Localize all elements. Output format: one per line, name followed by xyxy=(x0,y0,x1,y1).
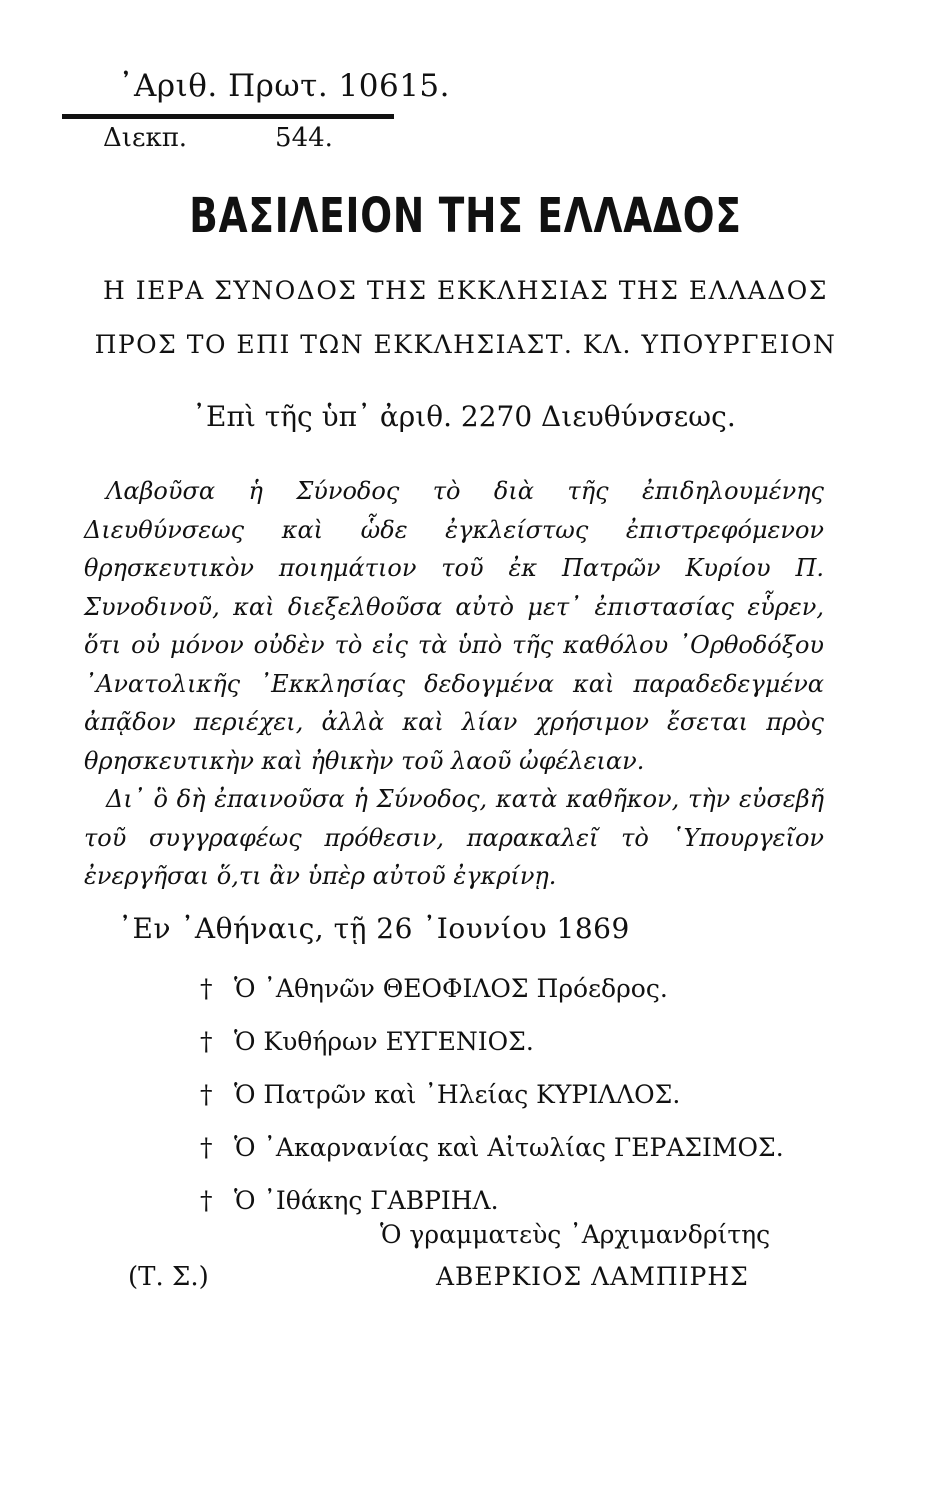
signatory-name: Ὁ ᾽Ιθάκης ΓΑΒΡΙΗΛ. xyxy=(234,1186,499,1215)
date-line: ᾽Εν ᾽Αθήναις, τῇ 26 ᾽Ιουνίου 1869 xyxy=(118,912,630,945)
reference-underline xyxy=(62,114,394,119)
signatory-name: Ὁ Κυθήρων ΕΥΓΕΝΙΟΣ. xyxy=(234,1027,534,1056)
signatory-row xyxy=(200,1068,784,1121)
signatory-name: Ὁ ᾽Ακαρνανίας καὶ Αἰτωλίας ΓΕΡΑΣΙΜΟΣ. xyxy=(234,1133,784,1162)
synod-heading: Η ΙΕΡΑ ΣΥΝΟΔΟΣ ΤΗΣ ΕΚΚΛΗΣΙΑΣ ΤΗΣ ΕΛΛΑΔΟΣ xyxy=(103,276,828,305)
signatory-row xyxy=(200,1015,784,1068)
dispatch-reference xyxy=(103,123,333,153)
cross-icon: † xyxy=(200,974,213,1003)
protocol-number: ᾽Αριθ. Πρωτ. 10615. xyxy=(118,68,451,104)
body-paragraph-1: Λαβοῦσα ἡ Σύνοδος τὸ διὰ τῆς ἐπιδηλουμένης Διευθύνσεως καὶ ὧδε ἐγκλείστως ἐπιστρεφόμενον θρησκευτικὸν ποιημάτιον τοῦ ἐκ Πατρῶν Κυρίου Π. Συνοδινοῦ, καὶ διεξελθοῦσα αὐτὸ μετ᾽ ἐπιστασίας εὗρεν, ὅτι οὐ μόνον οὐδὲν τὸ εἰς τὰ ὑπὸ τῆς καθόλου ᾽Ορθοδόξου ᾽Ανατολικῆς ᾽Εκκλησίας δεδογμένα καὶ παραδεδεγμένα ἀπᾷδον περιέχει, ἀλλὰ καὶ λίαν χρήσιμον ἔσεται πρὸς θρησκευτικὴν καὶ ἠθικὴν τοῦ λαοῦ ὠφέλειαν. xyxy=(84,477,824,775)
dispatch-label: Διεκπ. xyxy=(103,123,188,153)
signatory-name: Ὁ ᾽Αθηνῶν ΘΕΟΦΙΛΟΣ Πρόεδρος. xyxy=(234,974,668,1003)
cross-icon: † xyxy=(200,1186,213,1215)
seal-mark: (Τ. Σ.) xyxy=(128,1262,209,1292)
letter-body xyxy=(84,472,824,896)
secretary-title: Ὁ γραμματεὺς ᾽Αρχιμανδρίτης xyxy=(380,1220,771,1249)
directorate-reference: ᾽Επὶ τῆς ὑπ᾽ ἀριθ. 2270 Διευθύνσεως. xyxy=(192,400,736,433)
signatory-row xyxy=(200,1121,784,1174)
ministry-heading: ΠΡΟΣ ΤΟ ΕΠΙ ΤΩΝ ΕΚΚΛΗΣΙΑΣΤ. ΚΛ. ΥΠΟΥΡΓΕΙΟΝ xyxy=(94,330,837,359)
cross-icon: † xyxy=(200,1133,213,1162)
signatory-name: Ὁ Πατρῶν καὶ ᾽Ηλείας ΚΥΡΙΛΛΟΣ. xyxy=(234,1080,681,1109)
signatory-list xyxy=(200,962,784,1227)
cross-icon: † xyxy=(200,1080,213,1109)
dispatch-number: 544. xyxy=(275,123,333,153)
cross-icon: † xyxy=(200,1027,213,1056)
secretary-name: ΑΒΕΡΚΙΟΣ ΛΑΜΠΙΡΗΣ xyxy=(436,1262,749,1291)
kingdom-heading: ΒΑΣΙΛΕΙΟΝ ΤΗΣ ΕΛΛΑΔΟΣ xyxy=(189,188,742,244)
signatory-row xyxy=(200,962,784,1015)
body-paragraph-2: Δι᾽ ὃ δὴ ἐπαινοῦσα ἡ Σύνοδος, κατὰ καθῆκον, τὴν εὐσεβῆ τοῦ συγγραφέως πρόθεσιν, παρακαλεῖ τὸ ῾Υπουργεῖον ἐνεργῆσαι ὅ,τι ἂν ὑπὲρ αὐτοῦ ἐγκρίνῃ. xyxy=(84,785,824,890)
